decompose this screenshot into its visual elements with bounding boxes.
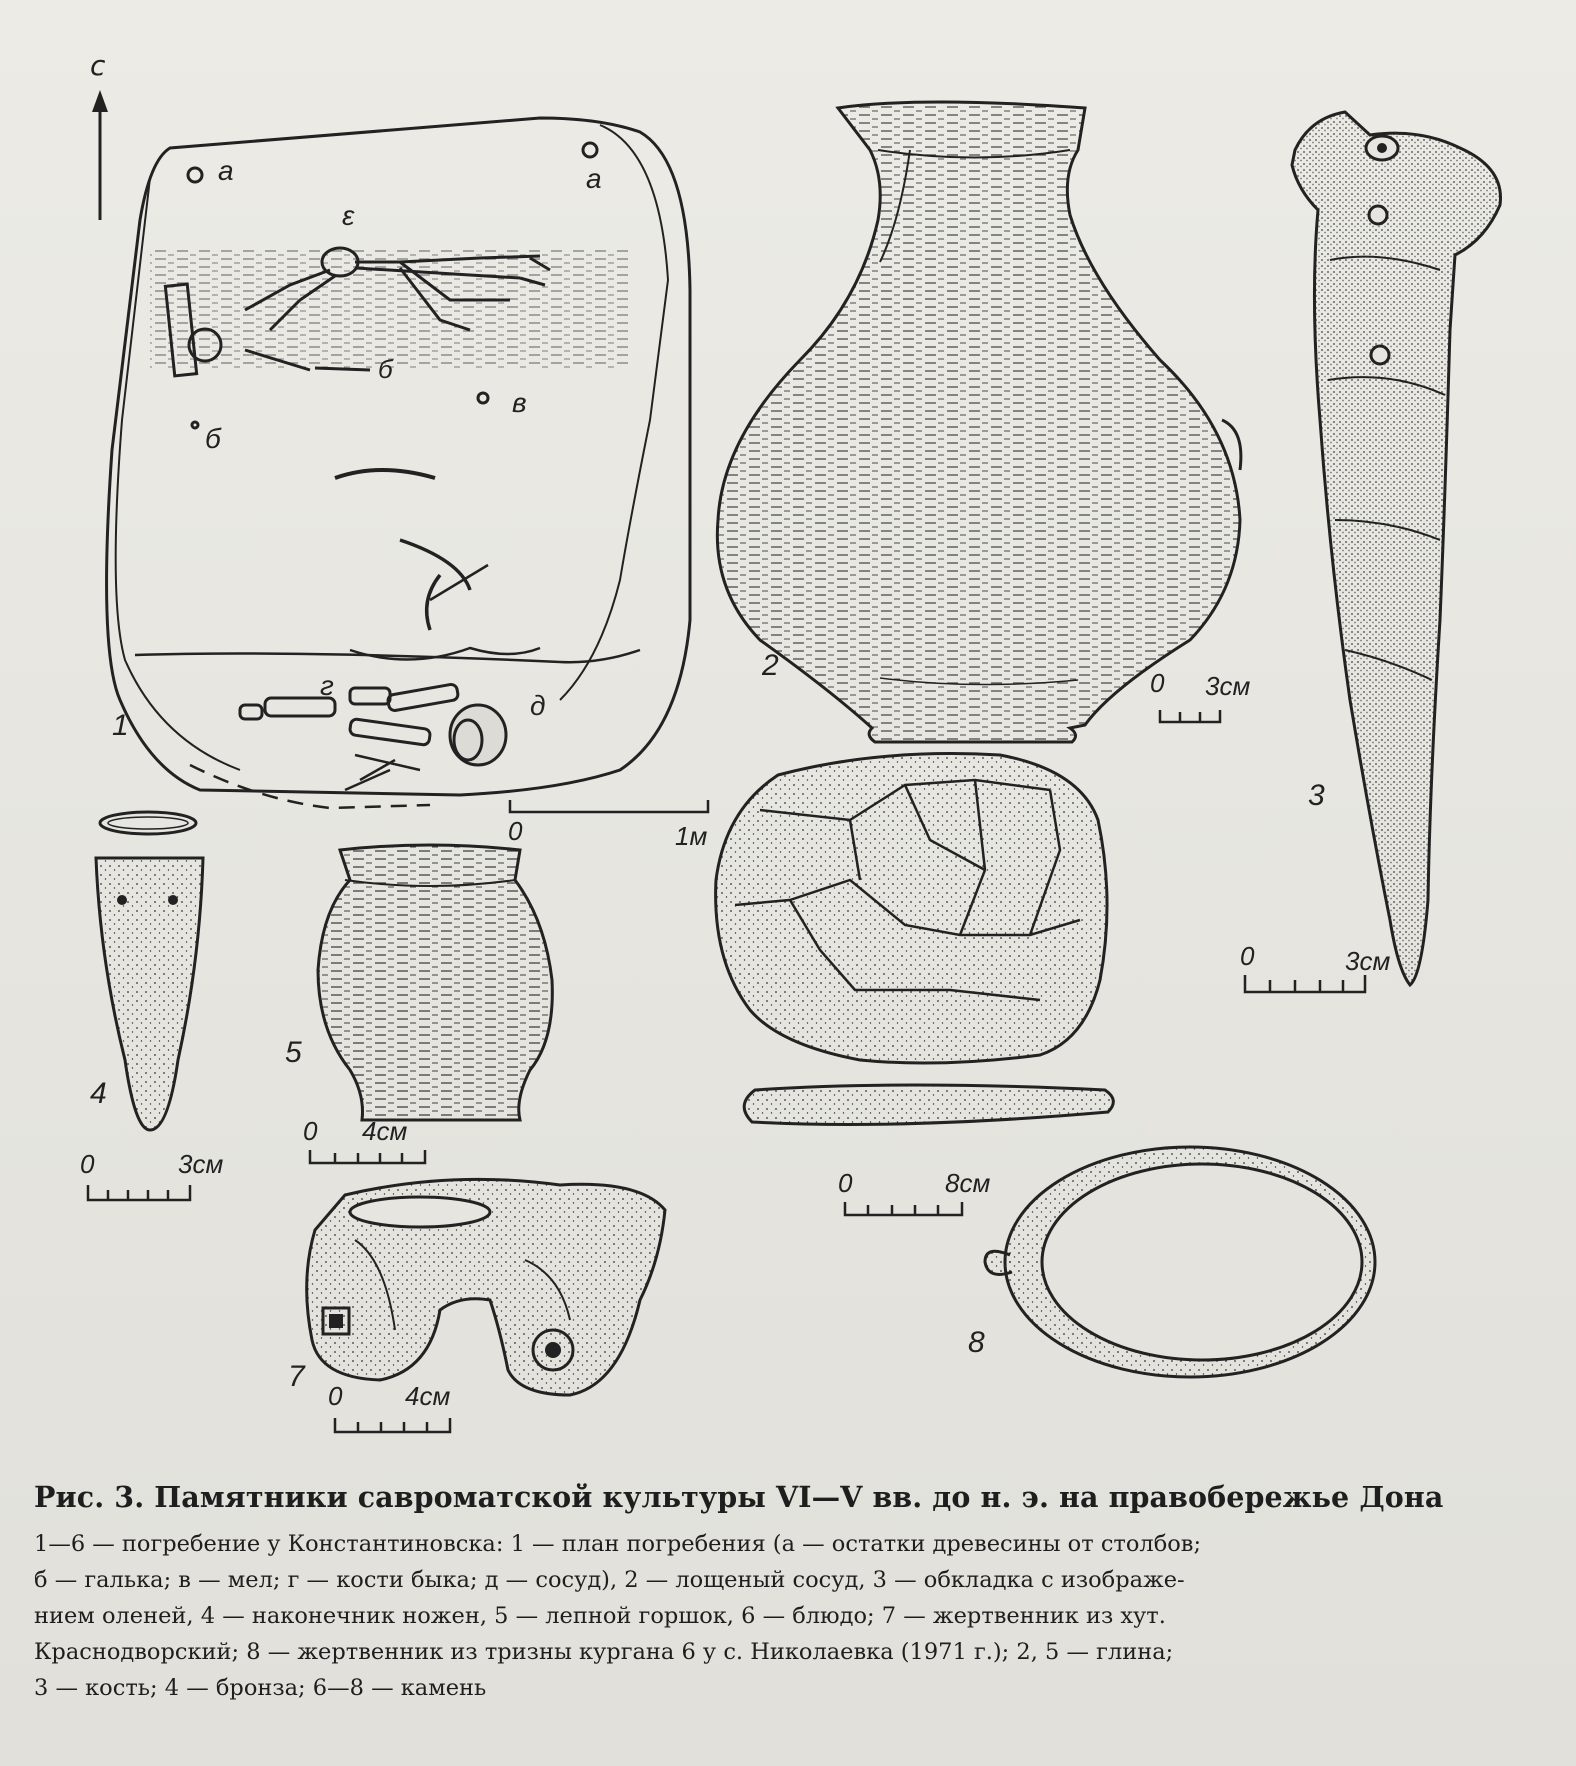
- vessel-2-drawing: [717, 102, 1241, 742]
- item-number-1: 1: [112, 709, 129, 742]
- item4-scale-end: 3см: [178, 1149, 224, 1179]
- vessel2-scale-end: 3см: [1205, 671, 1251, 701]
- caption-line: 3 — кость; 4 — бронза; 6—8 — камень: [34, 1674, 487, 1701]
- item-number-8: 8: [968, 1326, 985, 1359]
- item7-scale-zero: 0: [328, 1381, 343, 1411]
- plan-scale-zero: 0: [508, 816, 523, 846]
- item-number-5: 5: [285, 1036, 302, 1069]
- item5-scale-zero: 0: [303, 1116, 318, 1146]
- item6-scale-bar: [845, 1202, 962, 1215]
- item6-scale-zero: 0: [838, 1168, 853, 1198]
- stone-dish-6-drawing: [716, 754, 1114, 1215]
- plan-label-b1: б: [378, 354, 393, 384]
- caption-line: б — галька; в — мел; г — кости быка; д — сосуд), 2 — лощеный сосуд, 3 — обкладка с изображе-: [34, 1566, 1185, 1593]
- caption-line: 1—6 — погребение у Константиновска: 1 — план погребения (а — остатки древесины от столбов;: [34, 1530, 1202, 1557]
- caption-line: нием оленей, 4 — наконечник ножен, 5 — лепной горшок, 6 — блюдо; 7 — жертвенник из хут.: [34, 1602, 1166, 1629]
- item-number-3: 3: [1308, 779, 1325, 812]
- caption-body: [34, 1526, 1534, 1706]
- item7-scale-bar: [335, 1418, 450, 1432]
- item4-scale-zero: 0: [80, 1149, 95, 1179]
- item3-scale-end: 3см: [1345, 946, 1391, 976]
- item3-scale-zero: 0: [1240, 941, 1255, 971]
- caption-line: Краснодворский; 8 — жертвенник из тризны кургана 6 у с. Николаевка (1971 г.); 2, 5 — глина;: [34, 1638, 1174, 1665]
- plan-label-d: д: [530, 690, 546, 721]
- altar-8-drawing: [985, 1147, 1375, 1377]
- vessel2-scale-zero: 0: [1150, 668, 1165, 698]
- north-label: с: [90, 49, 106, 82]
- altar-7-drawing: [307, 1179, 665, 1432]
- item-number-2: 2: [762, 649, 779, 682]
- plan-label-a-right: а: [586, 163, 602, 194]
- item4-scale-bar: [88, 1185, 190, 1200]
- plan-scale-bar: [510, 800, 708, 812]
- item-number-4: 4: [90, 1077, 107, 1110]
- item6-scale-end: 8см: [945, 1168, 991, 1198]
- item3-scale-bar: [1245, 975, 1365, 992]
- caption-title: Рис. 3. Памятники савроматской культуры VI—V вв. до н. э. на правобережье Дона: [34, 1480, 1444, 1514]
- plan-label-a-left: а: [218, 155, 234, 186]
- bone-plaque-3-drawing: [1245, 112, 1501, 992]
- item5-scale-end: 4см: [362, 1116, 408, 1146]
- plan-label-v: в: [512, 387, 527, 418]
- item5-scale-bar: [310, 1150, 425, 1163]
- plan-label-e: ε: [342, 200, 355, 231]
- plan-label-g: г: [320, 670, 334, 701]
- vessel2-scale-bar: [1160, 710, 1220, 722]
- plan-scale-end: 1м: [675, 821, 708, 851]
- scabbard-tip-4-drawing: [88, 812, 203, 1200]
- pot-5-drawing: [310, 845, 552, 1163]
- item-number-7: 7: [288, 1360, 305, 1393]
- plan-label-b2: б: [205, 423, 221, 454]
- item7-scale-end: 4см: [405, 1381, 451, 1411]
- burial-plan-drawing: [92, 90, 708, 812]
- figure-caption: [34, 1480, 1534, 1706]
